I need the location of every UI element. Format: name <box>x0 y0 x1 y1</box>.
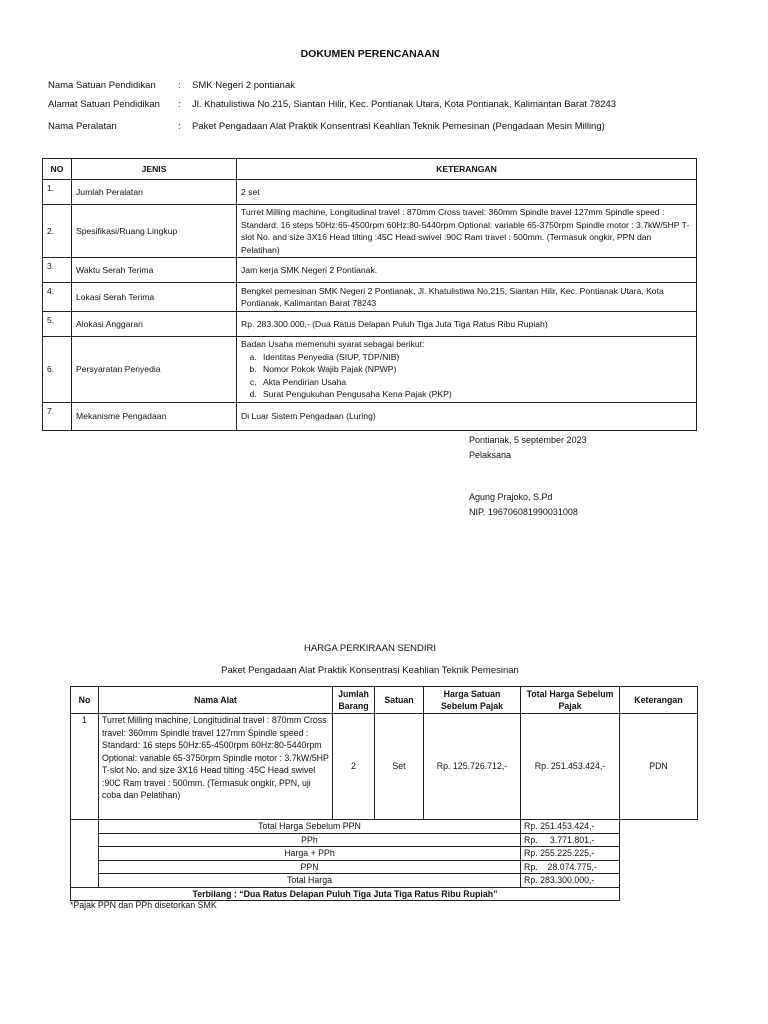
summary-value: Rp. 251.453.424,- <box>521 820 620 834</box>
row-jenis: Waktu Serah Terima <box>72 258 237 283</box>
header-keterangan: KETERANGAN <box>237 159 697 180</box>
row-no: 1. <box>43 180 72 205</box>
table-row <box>71 714 698 820</box>
list-item: d. Surat Pengukuhan Pengusaha Kena Pajak (PKP) <box>259 388 692 401</box>
header-total: Total Harga Sebelum Pajak <box>521 687 620 714</box>
row-jenis: Spesifikasi/Ruang Lingkup <box>72 205 237 258</box>
table-row <box>43 205 697 258</box>
table-header-row <box>71 687 698 714</box>
summary-row <box>71 860 698 874</box>
summary-row <box>71 820 698 834</box>
summary-value: Rp. 255.225.225,- <box>521 847 620 861</box>
header-nama-alat: Nama Alat <box>99 687 333 714</box>
item-satuan: Set <box>375 714 424 820</box>
summary-label: PPh <box>99 833 521 847</box>
header-jenis: JENIS <box>72 159 237 180</box>
table-row <box>43 258 697 283</box>
row-no: 4. <box>43 283 72 312</box>
summary-label: Harga + PPh <box>99 847 521 861</box>
info-value: Jl. Khatulistiwa No.215, Siantan Hilir, Kec. Pontianak Utara, Kota Pontianak, Kalimantan Barat 78243 <box>192 99 617 110</box>
info-colon: : <box>178 121 181 132</box>
row-keterangan <box>237 337 697 403</box>
row-jenis: Lokasi Serah Terima <box>72 283 237 312</box>
info-colon: : <box>178 99 181 110</box>
hps-subtitle: Paket Pengadaan Alat Praktik Konsentrasi Keahlian Teknik Pemesinan <box>221 665 519 676</box>
item-total: Rp. 251.453.424,- <box>521 714 620 820</box>
list-item: a. Identitas Penyedia (SIUP, TDP/NIB) <box>259 351 692 364</box>
info-label: Nama Peralatan <box>48 121 117 132</box>
row-jenis: Jumlah Peralatan <box>72 180 237 205</box>
table-row <box>43 180 697 205</box>
row-keterangan: 2 set <box>237 180 697 205</box>
header-no: NO <box>43 159 72 180</box>
table-header-row <box>43 159 697 180</box>
header-harga-satuan: Harga Satuan Sebelum Pajak <box>424 687 521 714</box>
summary-label: PPN <box>99 860 521 874</box>
summary-row <box>71 847 698 861</box>
hps-table <box>70 686 698 901</box>
signature-place-date: Pontianak, 5 september 2023 <box>469 435 587 445</box>
item-jumlah: 2 <box>333 714 375 820</box>
item-nama: Turret Milling machine, Longitudinal travel : 870mm Cross travel: 360mm Spindle travel 127mm Spindle speed : Standard: 16 steps 50Hz:65-4500rpm 60Hz:80-5440rpm Optional: variable 65-3750rpm Spindle motor : 3.7kW/5HP T-slot No. and size 3X16 Head tilting :45C Head swivel :90C Ram travel : 500mm. (Termasuk ongkir, PPN, uji coba dan Pelatihan) <box>99 714 333 820</box>
item-no: 1 <box>71 714 99 820</box>
signature-name: Agung Prajoko, S.Pd <box>469 492 553 502</box>
row-no: 6. <box>43 337 72 403</box>
signature-nip: NIP. 196706081990031008 <box>469 507 578 517</box>
row-jenis: Persyaratan Penyedia <box>72 337 237 403</box>
info-value: SMK Negeri 2 pontianak <box>192 80 295 91</box>
header-jumlah: Jumlah Barang <box>333 687 375 714</box>
summary-label: Total Harga Sebelum PPN <box>99 820 521 834</box>
info-label: Alamat Satuan Pendidikan <box>48 99 160 110</box>
row-jenis: Alokasi Anggaran <box>72 312 237 337</box>
terbilang-row <box>71 887 698 901</box>
header-no: No <box>71 687 99 714</box>
summary-label: Total Harga <box>99 874 521 888</box>
summary-value: Rp. 3.771.801,- <box>521 833 620 847</box>
table-row <box>43 403 697 431</box>
row-keterangan: Jam kerja SMK Negeri 2 Pontianak. <box>237 258 697 283</box>
row-jenis: Mekanisme Pengadaan <box>72 403 237 431</box>
row-keterangan: Bengkel pemesinan SMK Negeri 2 Pontianak, Jl. Khatulistiwa No.215, Siantan Hilir, Kec. Pontianak Utara, Kota Pontianak, Kalimantan Barat 78243 <box>237 283 697 312</box>
info-colon: : <box>178 80 181 91</box>
info-label: Nama Satuan Pendidikan <box>48 80 156 91</box>
header-satuan: Satuan <box>375 687 424 714</box>
item-keterangan: PDN <box>620 714 698 820</box>
list-item: b. Nomor Pokok Wajib Pajak (NPWP) <box>259 363 692 376</box>
signature-role: Pelaksana <box>469 450 512 460</box>
row-no: 2. <box>43 205 72 258</box>
table-row <box>43 312 697 337</box>
item-harga-satuan: Rp. 125.726.712,- <box>424 714 521 820</box>
requirements-intro: Badan Usaha memenuhi syarat sebagai berikut: <box>241 339 425 350</box>
row-no: 5. <box>43 312 72 337</box>
planning-table <box>42 158 697 431</box>
hps-title: HARGA PERKIRAAN SENDIRI <box>304 643 436 654</box>
table-row <box>43 337 697 403</box>
row-no: 3. <box>43 258 72 283</box>
list-item: c. Akta Pendirian Usaha <box>259 376 692 389</box>
row-keterangan: Di Luar Sistem Pengadaan (Luring) <box>237 403 697 431</box>
header-keterangan: Keterangan <box>620 687 698 714</box>
info-value: Paket Pengadaan Alat Praktik Konsentrasi Keahlian Teknik Pemesinan (Pengadaan Mesin Milling) <box>192 121 605 132</box>
tax-note: *Pajak PPN dan PPh disetorkan SMK <box>70 900 217 910</box>
summary-row <box>71 833 698 847</box>
summary-value: Rp. 28.074.775,- <box>521 860 620 874</box>
terbilang: Terbilang : “Dua Ratus Delapan Puluh Tiga Juta Tiga Ratus Ribu Rupiah” <box>71 887 620 901</box>
row-keterangan: Rp. 283.300.000,- (Dua Ratus Delapan Puluh Tiga Juta Tiga Ratus Ribu Rupiah) <box>237 312 697 337</box>
requirements-list <box>241 351 692 401</box>
document-title: DOKUMEN PERENCANAAN <box>300 48 440 60</box>
table-row <box>43 283 697 312</box>
summary-value: Rp. 283.300.000,- <box>521 874 620 888</box>
row-keterangan: Turret Milling machine, Longitudinal travel : 870mm Cross travel: 360mm Spindle travel 127mm Spindle speed : Standard: 16 steps 50Hz:65-4500rpm 60Hz:80-5440rpm Optional: variable 65-3750rpm Spindle motor : 3.7kW/5HP T-slot No. and size 3X16 Head tilting :45C Head swivel :90C Ram travel : 500mm. (Termasuk ongkir, PPN dan Pelatihan) <box>237 205 697 258</box>
row-no: 7. <box>43 403 72 431</box>
summary-row <box>71 874 698 888</box>
